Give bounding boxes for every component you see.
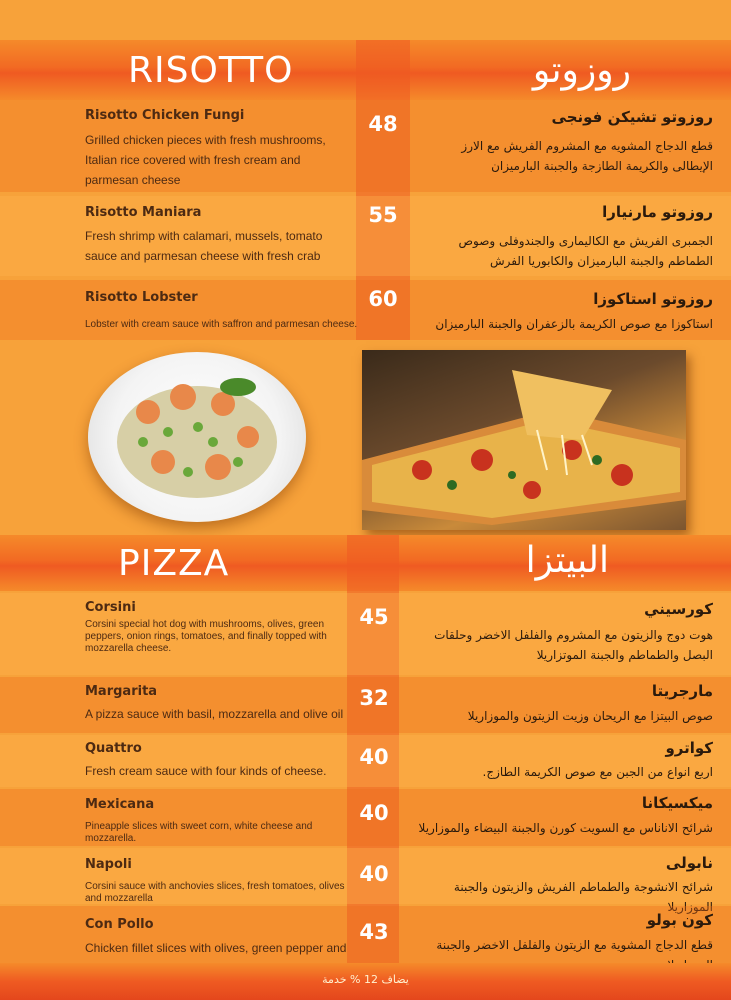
item-desc-ar: قطع الدجاج المشوية مع الزيتون والفلفل الاخضر والجبنة [436, 938, 713, 952]
item-desc-ar: استاكوزا مع صوص الكريمة بالزعفران والجبنة البارميزان [435, 317, 713, 331]
item-price: 32 [359, 686, 389, 710]
item-price: 40 [359, 801, 389, 825]
item-desc-en: Corsini sauce with anchovies slices, fresh tomatoes, olives and mozzarella [85, 881, 345, 904]
item-price: 45 [359, 605, 389, 629]
item-price: 48 [368, 112, 398, 136]
item-price: 55 [368, 203, 398, 227]
item-desc-ar: صوص البيتزا مع الريحان وزيت الزيتون والموزاريلا [467, 709, 713, 723]
item-name-en: Con Pollo [85, 917, 154, 932]
item-name-ar: نابولى [665, 854, 713, 872]
item-desc-ar: شرائح الانشوجة والطماطم الفريش والزيتون والجبنة الموزاريلا [453, 880, 713, 914]
item-desc-en: Fresh cream sauce with four kinds of cheese. [85, 764, 327, 778]
item-name-ar: روزوتو مارنيارا [602, 203, 713, 221]
item-name-ar: ميكسيكانا [641, 794, 713, 812]
pizza-illustration [362, 350, 686, 530]
item-price: 43 [359, 920, 389, 944]
risotto-dish-illustration [88, 352, 306, 522]
pizza-title-ar: البيتزا [525, 540, 609, 581]
service-charge-note: يضاف 12 % خدمة [322, 973, 409, 986]
item-desc-en: Lobster with cream sauce with saffron and parmesan cheese. [85, 319, 358, 330]
item-name-en: Mexicana [85, 797, 155, 812]
item-name-ar: مارجريتا [651, 682, 713, 700]
item-price: 60 [368, 287, 398, 311]
item-desc-ar: شرائح الاناناس مع السويت كورن والجبنة البيضاء والموزاريلا [418, 821, 713, 835]
risotto-title-ar: روزوتو [532, 50, 631, 91]
item-desc-ar: اربع انواع من الجبن مع صوص الكريمة الطازج. [482, 765, 713, 779]
item-name-ar: كواترو [665, 739, 713, 757]
risotto-title-en: RISOTTO [128, 50, 294, 91]
item-desc-en: Grilled chicken pieces with fresh mushrooms, Italian rice covered with fresh cream and parmesan cheese [85, 133, 326, 187]
risotto-plate-image [88, 352, 306, 522]
item-name-ar: كون بولو [646, 911, 713, 929]
item-name-en: Quattro [85, 741, 142, 756]
pizza-photo [362, 350, 686, 530]
item-price: 40 [359, 745, 389, 769]
item-name-en: Napoli [85, 857, 132, 872]
item-name-en: Risotto Chicken Fungi [85, 108, 245, 123]
item-desc-en: Corsini special hot dog with mushrooms, olives, green peppers, onion rings, tomatoes, and finally topped with mozzarella cheese. [85, 619, 327, 654]
item-desc-en: Pineapple slices with sweet corn, white cheese and mozzarella. [85, 821, 313, 844]
item-name-en: Corsini [85, 600, 136, 615]
item-name-en: Risotto Lobster [85, 290, 198, 305]
item-name-en: Risotto Maniara [85, 205, 202, 220]
item-desc-en: Fresh shrimp with calamari, mussels, tomato sauce and parmesan cheese with fresh crab [85, 229, 323, 263]
item-name-en: Margarita [85, 684, 158, 699]
item-name-ar: كورسيني [644, 600, 713, 618]
item-desc-en: A pizza sauce with basil, mozzarella and olive oil [85, 707, 344, 721]
item-price: 40 [359, 862, 389, 886]
item-desc-en: Chicken fillet slices with olives, green pepper and [85, 941, 347, 955]
item-desc-ar: قطع الدجاج المشويه مع المشروم الفريش مع الارز الإيطالى والكريمة الطازجة والجبنة البارميزان [461, 139, 713, 173]
item-desc-ar: الجمبرى الفريش مع الكاليمارى والجندوفلى وصوص الطماطم والجبنة البارميزان والكابوريا الفرش [458, 234, 713, 268]
item-name-ar: روزوتو استاكوزا [593, 290, 713, 308]
item-name-ar: روزوتو تشيكن فونجى [551, 108, 713, 126]
pizza-title-en: PIZZA [118, 543, 230, 584]
item-desc-ar: هوت دوج والزيتون مع المشروم والفلفل الاخضر وحلقات البصل والطماطم والجبنة الموتزاريلا [434, 628, 713, 662]
